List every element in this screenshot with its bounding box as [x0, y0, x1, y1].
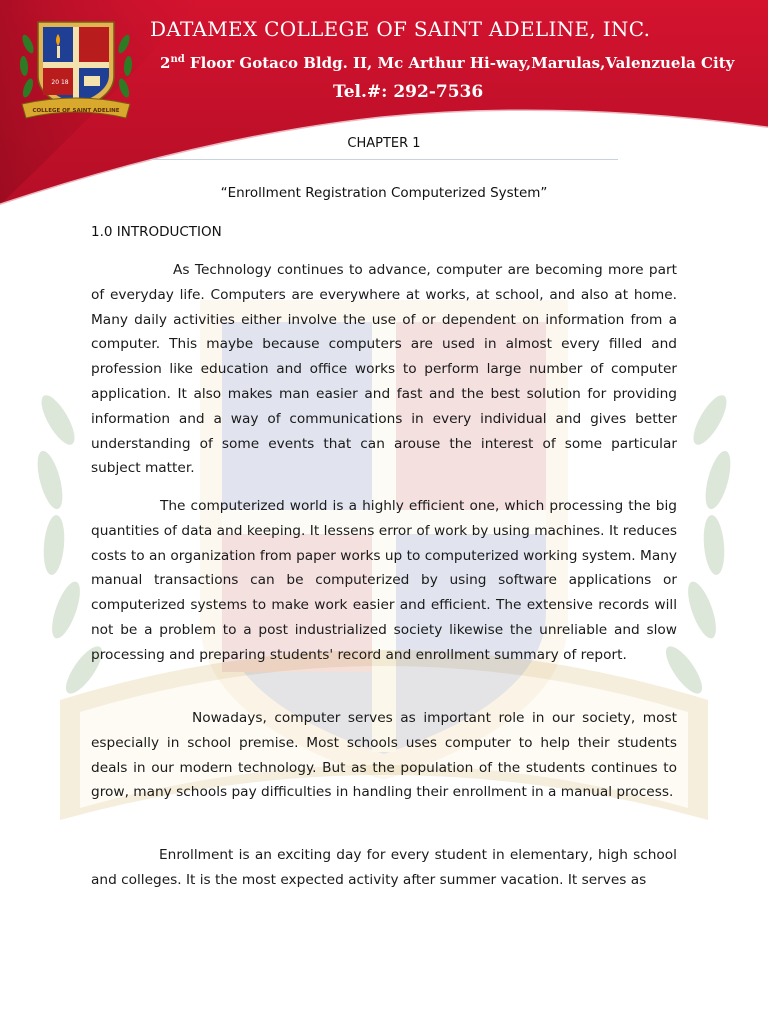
section-heading: 1.0 INTRODUCTION: [91, 224, 222, 240]
address-ordinal-suffix: nd: [170, 54, 185, 65]
college-name: DATAMEX COLLEGE OF SAINT ADELINE, INC.: [150, 17, 651, 41]
college-address: [160, 54, 760, 72]
address-floor: 2: [160, 54, 171, 72]
paragraph-4: Enrollment is an exciting day for every student in elementary, high school and colleges. It is the most expected activity after summer vacation. It serves as: [91, 847, 677, 888]
paragraph-1: As Technology continues to advance, computer are becoming more part of everyday life. Computers are everywhere at works, at school, and also at home. Many daily activities either involve the use of or dependent on information from a computer. This maybe because computers are used in almost every filled and profession like education and office works to perform large number of computer application. It also makes man easier and fast and the best solution for providing information and a way of communications in every individual and gives better understanding of some events that can arouse the interest of some particular subject matter.: [91, 262, 677, 477]
chapter-heading: CHAPTER 1: [347, 136, 421, 151]
document-title: “Enrollment Registration Computerized System”: [220, 185, 548, 201]
paragraph-3: Nowadays, computer serves as important role in our society, most especially in school premise. Most schools uses computer to help their students deals in our modern technology. But as the population of the students continues to grow, many schools pay difficulties in handling their enrollment in a manual process.: [91, 710, 677, 801]
chapter-divider: [150, 159, 618, 160]
logo-ribbon-text: COLLEGE OF SAINT ADELINE: [32, 108, 120, 114]
paragraph-2: The computerized world is a highly efficient one, which processing the big quantities of data and keeping. It lessens error of work by using machines. It reduces costs to an organization from paper works up to computerized working system. Many manual transactions can be computerized by using software applications or computerized systems to make work easier and efficient. The extensive records will not be a problem to a post industrialized society likewise the unreliable and slow processing and preparing students' record and enrollment summary of report.: [91, 498, 677, 663]
logo-year-text: 20 18: [51, 79, 69, 86]
college-seal-logo: [16, 14, 136, 126]
address-rest: Floor Gotaco Bldg. II, Mc Arthur Hi-way,Marulas,Valenzuela City: [184, 54, 735, 72]
college-telephone: Tel.#: 292-7536: [333, 82, 484, 102]
